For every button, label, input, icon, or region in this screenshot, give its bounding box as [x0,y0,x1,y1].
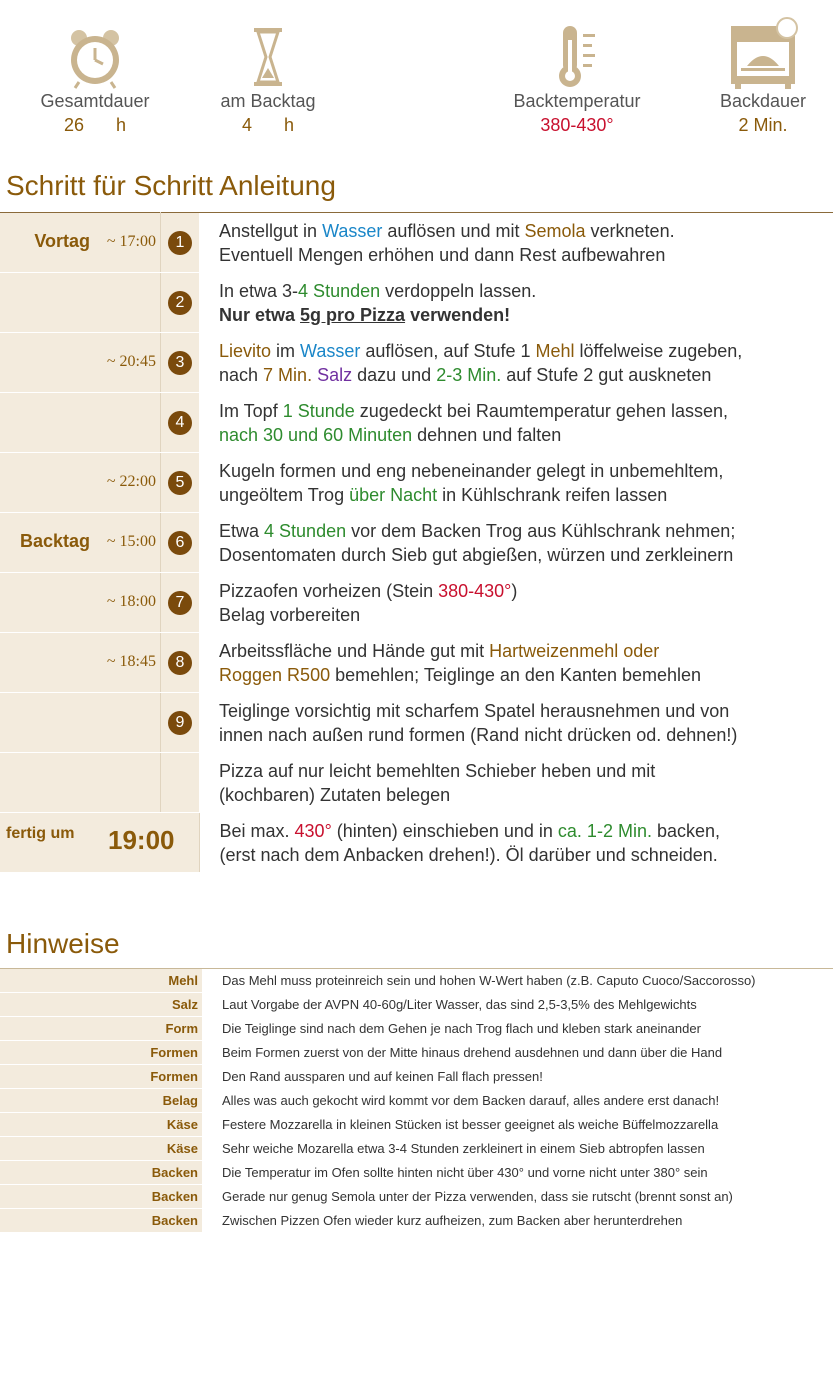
step-text: Im Topf 1 Stunde zugedeckt bei Raumtemperatur gehen lassen, nach 30 und 60 Minuten dehnen und falten [199,393,833,453]
note-row [0,1089,833,1113]
note-key: Formen [0,1041,202,1065]
note-key: Käse [0,1137,202,1161]
finish-row [0,813,833,873]
stat-bake-duration [683,0,833,138]
step-text: Pizzaofen vorheizen (Stein 380-430°) Belag vorbereiten [199,573,833,633]
note-text: Beim Formen zuerst von der Mitte hinaus drehend ausdehnen und dann über die Hand [202,1041,833,1065]
step-text: Etwa 4 Stunden vor dem Backen Trog aus Kühlschrank nehmen; Dosentomaten durch Sieb gut abgießen, würzen und zerkleinern [199,513,833,573]
stat-label: Backdauer [719,91,807,111]
step-number: 6 [168,531,192,555]
step-time: ~ 15:00 [106,533,156,550]
note-text: Alles was auch gekocht wird kommt vor dem Backen darauf, alles andere erst danach! [202,1089,833,1113]
stat-value: 26 h [63,115,127,135]
day-label: Backtag [19,531,90,551]
steps-heading: Schritt für Schritt Anleitung [6,170,336,201]
stat-bake-day-duration [188,0,348,138]
finish-label: fertig um [6,825,75,842]
step-number: 2 [168,291,192,315]
note-key: Backen [0,1185,202,1209]
step-number: 9 [168,711,192,735]
step-row [0,213,833,273]
note-key: Backen [0,1161,202,1185]
note-row [0,1161,833,1185]
note-text: Gerade nur genug Semola unter der Pizza verwenden, dass sie rutscht (brennt sonst an) [202,1185,833,1209]
stat-value: 380-430° [540,115,614,135]
stat-label: Backtemperatur [513,91,641,111]
step-row [0,573,833,633]
note-row [0,1065,833,1089]
step-text: Anstellgut in Wasser auflösen und mit Semola verkneten. Eventuell Mengen erhöhen und dann Rest aufbewahren [199,213,833,273]
step-text: Kugeln formen und eng nebeneinander gelegt in unbemehltem, ungeöltem Trog über Nacht in Kühlschrank reifen lassen [199,453,833,513]
note-text: Die Teiglinge sind nach dem Gehen je nach Trog flach und kleben stark aneinander [202,1017,833,1041]
step-time: ~ 18:45 [106,653,156,670]
notes-table [0,968,833,1233]
hourglass-icon [188,0,348,90]
note-row [0,1017,833,1041]
note-key: Belag [0,1089,202,1113]
stat-value: 4 h [241,115,295,135]
note-text: Die Temperatur im Ofen sollte hinten nicht über 430° und vorne nicht unter 380° sein [202,1161,833,1185]
note-text: Festere Mozzarella in kleinen Stücken ist besser geeignet als weiche Büffelmozzarella [202,1113,833,1137]
note-text: Das Mehl muss proteinreich sein und hohen W-Wert haben (z.B. Caputo Cuoco/Saccorosso) [202,969,833,993]
step-row [0,513,833,573]
step-row [0,453,833,513]
step-row [0,393,833,453]
stat-bake-temperature [497,0,657,138]
step-text: Teiglinge vorsichtig mit scharfem Spatel herausnehmen und von innen nach außen rund formen (Rand nicht drücken od. dehnen!) [199,693,833,753]
note-text: Den Rand aussparen und auf keinen Fall flach pressen! [202,1065,833,1089]
step-number: 1 [168,231,192,255]
step-row [0,633,833,693]
note-row [0,1041,833,1065]
step-text: In etwa 3-4 Stunden verdoppeln lassen. Nur etwa 5g pro Pizza verwenden! [199,273,833,333]
step-time: ~ 17:00 [106,233,156,250]
step-number: 4 [168,411,192,435]
step-row [0,693,833,753]
stat-value: 2 Min. [738,115,788,135]
note-row [0,1137,833,1161]
steps-table [0,212,833,873]
step-text: Lievito im Wasser auflösen, auf Stufe 1 Mehl löffelweise zugeben, nach 7 Min. Salz dazu und 2-3 Min. auf Stufe 2 gut auskneten [199,333,833,393]
note-key: Form [0,1017,202,1041]
step-number: 7 [168,591,192,615]
note-row [0,1209,833,1233]
step-number: 3 [168,351,192,375]
step-row [0,753,833,813]
stat-label: Gesamtdauer [40,91,150,111]
step-time: ~ 22:00 [106,473,156,490]
note-text: Sehr weiche Mozarella etwa 3-4 Stunden zerkleinert in einem Sieb abtropfen lassen [202,1137,833,1161]
step-text: Arbeitssfläche und Hände gut mit Hartweizenmehl oder Roggen R500 bemehlen; Teiglinge an den Kanten bemehlen [199,633,833,693]
note-text: Zwischen Pizzen Ofen wieder kurz aufheizen, zum Backen aber herunterdrehen [202,1209,833,1233]
notes-heading: Hinweise [6,928,120,959]
note-key: Mehl [0,969,202,993]
stats-bar [0,0,833,150]
note-key: Formen [0,1065,202,1089]
step-number: 5 [168,471,192,495]
thermometer-icon [497,0,657,90]
note-text: Laut Vorgabe der AVPN 40-60g/Liter Wasser, das sind 2,5-3,5% des Mehlgewichts [202,993,833,1017]
day-label: Vortag [34,231,90,251]
alarm-clock-icon [15,0,175,90]
step-number: 8 [168,651,192,675]
note-key: Käse [0,1113,202,1137]
step-time: ~ 20:45 [106,353,156,370]
finish-time: 19:00 [108,825,175,855]
note-row [0,1185,833,1209]
step-text: Pizza auf nur leicht bemehlten Schieber heben und mit (kochbaren) Zutaten belegen [199,753,833,813]
note-key: Salz [0,993,202,1017]
step-text: Bei max. 430° (hinten) einschieben und in ca. 1-2 Min. backen, (erst nach dem Anbacken drehen!). Öl darüber und schneiden. [199,813,833,873]
note-row [0,969,833,993]
note-row [0,993,833,1017]
stat-label: am Backtag [220,91,316,111]
step-row [0,273,833,333]
stat-total-duration [15,0,175,138]
step-time: ~ 18:00 [106,593,156,610]
oven-icon [683,0,833,90]
note-key: Backen [0,1209,202,1233]
step-row [0,333,833,393]
note-row [0,1113,833,1137]
